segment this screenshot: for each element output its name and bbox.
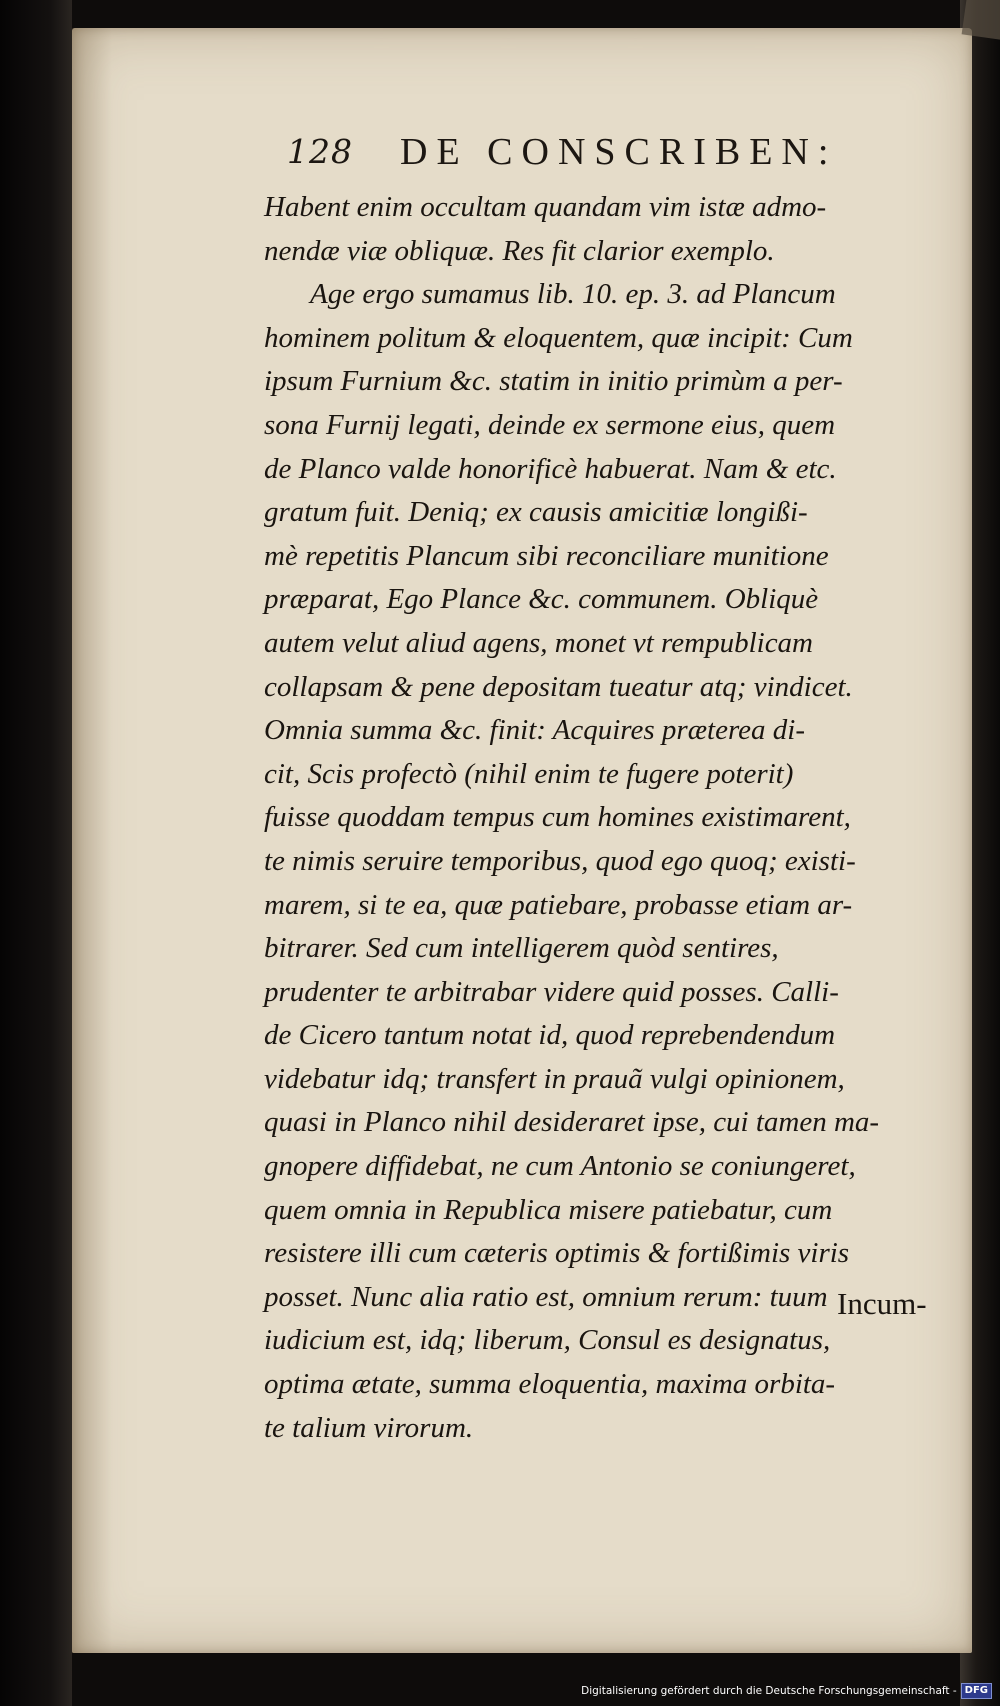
text-line: de Cicero tantum notat id, quod reprebendendum (264, 1019, 836, 1052)
text-line: fuisse quoddam tempus cum homines existimarent, (264, 801, 851, 834)
text-line: quem omnia in Republica misere patiebatur, cum (264, 1193, 833, 1226)
text-line: posset. Nunc alia ratio est, omnium rerum: tuum (264, 1280, 828, 1313)
page-number: 128 (287, 132, 353, 171)
text-line: præparat, Ego Plance &c. communem. Obliquè (264, 583, 819, 616)
credit-text: Digitalisierung gefördert durch die Deutsche Forschungsgemeinschaft - (581, 1685, 957, 1697)
text-line: bitrarer. Sed cum intelligerem quòd sentires, (264, 932, 779, 965)
text-line: mè repetitis Plancum sibi reconciliare munitione (264, 539, 829, 572)
text-line: sona Furnij legati, deinde ex sermone eius, quem (264, 408, 836, 441)
text-line: nendæ viæ obliquæ. Res fit clarior exemplo. (264, 234, 775, 267)
catchword: Incum- (837, 1286, 927, 1321)
text-line: collapsam & pene depositam tueatur atq; vindicet. (264, 670, 853, 703)
text-line: marem, si te ea, quæ patiebare, probasse etiam ar- (264, 888, 853, 921)
text-line: optima ætate, summa eloquentia, maxima orbita- (264, 1368, 836, 1401)
text-line: te talium virorum. (264, 1411, 474, 1444)
text-line: ipsum Furnium &c. statim in initio primùm a per- (264, 365, 843, 398)
text-line: iudicium est, idq; liberum, Consul es designatus, (264, 1324, 831, 1357)
book-binding-edge (0, 0, 72, 1706)
text-line: hominem politum & eloquentem, quæ incipit: Cum (264, 321, 853, 354)
running-head: DE CONSCRIBEN: (400, 131, 838, 173)
text-line: gnopere diffidebat, ne cum Antonio se coniungeret, (264, 1150, 856, 1183)
text-line: de Planco valde honorificè habuerat. Nam & etc. (264, 452, 837, 485)
body-text (264, 186, 954, 1450)
digitization-credit (581, 1682, 992, 1700)
book-page (72, 28, 972, 1653)
text-line: Omnia summa &c. finit: Acquires præterea di- (264, 714, 806, 747)
text-line: autem velut aliud agens, monet vt rempublicam (264, 626, 814, 659)
text-line: gratum fuit. Deniq; ex causis amicitiæ longißi- (264, 496, 808, 529)
text-line: Habent enim occultam quandam vim istæ admo- (264, 191, 827, 223)
text-line: videbatur idq; transfert in prauã vulgi opinionem, (264, 1062, 845, 1095)
text-line: resistere illi cum cæteris optimis & fortißimis viris (264, 1237, 850, 1270)
text-line: Age ergo sumamus lib. 10. ep. 3. ad Plancum (310, 278, 836, 311)
text-line: cit, Scis profectò (nihil enim te fugere poterit) (264, 757, 794, 790)
dfg-logo: DFG (961, 1683, 992, 1699)
page-header (72, 116, 972, 176)
text-line: quasi in Planco nihil desideraret ipse, cui tamen ma- (264, 1106, 880, 1139)
text-line: te nimis seruire temporibus, quod ego quoq; existi- (264, 844, 856, 877)
text-line: prudenter te arbitrabar videre quid posses. Calli- (264, 975, 839, 1008)
